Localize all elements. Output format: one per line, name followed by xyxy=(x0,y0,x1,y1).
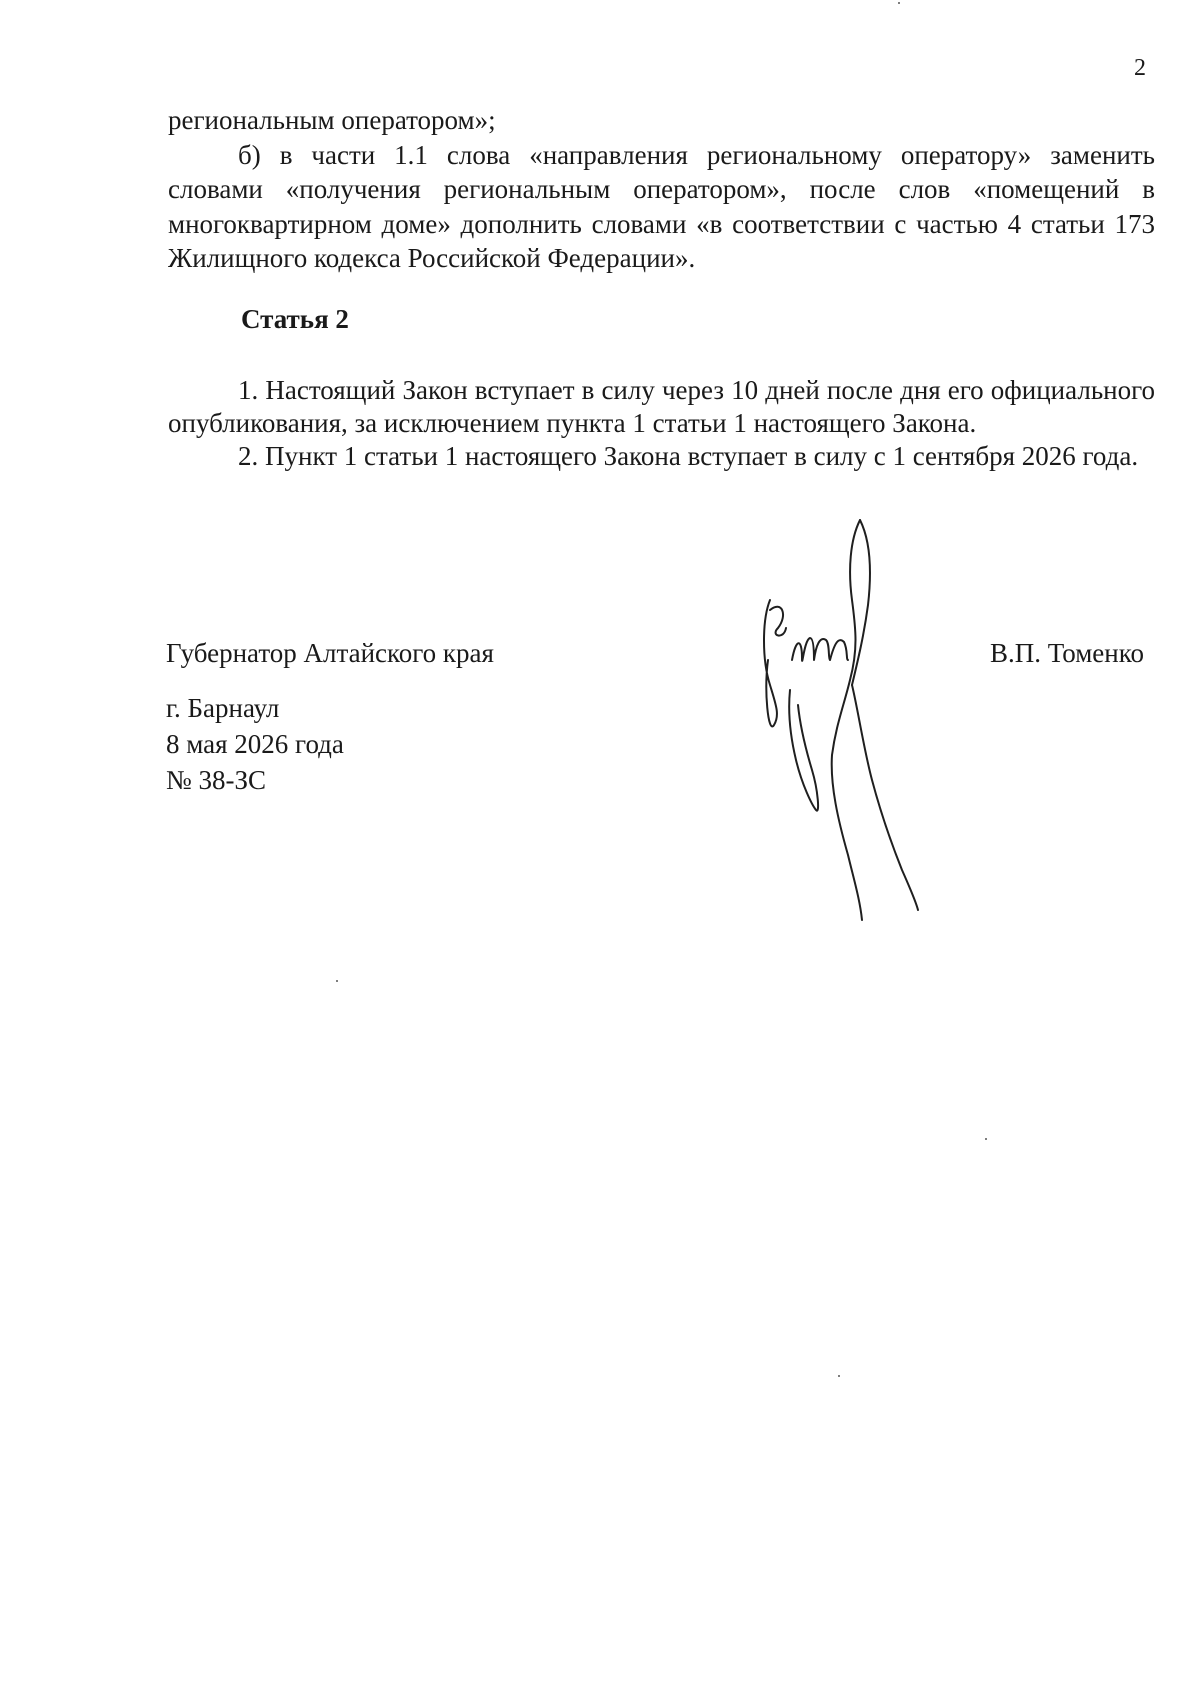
continuation-text xyxy=(168,103,1155,276)
signing-details xyxy=(166,690,344,798)
scan-speck xyxy=(985,1138,987,1140)
continuation-line: региональным оператором»; xyxy=(168,105,496,135)
law-number: № 38-ЗС xyxy=(166,765,267,795)
scan-speck xyxy=(336,980,338,982)
signatory-position: Губернатор Алтайского края xyxy=(166,638,494,668)
paragraph-b: б) в части 1.1 слова «направления региональному оператору» заменить словами «получения региональным оператором», после слов «помещений в многоквартирном доме» дополнить словами «в соответствии с частью 4 статьи 173 Жилищного кодекса Российской Федерации». xyxy=(168,139,1155,273)
scan-speck xyxy=(898,2,900,4)
signing-date: 8 мая 2026 года xyxy=(166,729,344,759)
scan-speck xyxy=(838,1375,840,1377)
page-number: 2 xyxy=(1134,55,1146,81)
handwritten-signature xyxy=(740,510,960,930)
article-item-1: 1. Настоящий Закон вступает в силу через 10 дней после дня его официального опубликования, за исключением пункта 1 статьи 1 настоящего Закона. xyxy=(168,375,1155,438)
article-item-2: 2. Пункт 1 статьи 1 настоящего Закона вступает в силу с 1 сентября 2026 года. xyxy=(238,441,1139,471)
signing-city: г. Барнаул xyxy=(166,693,280,723)
signatory-name: В.П. Томенко xyxy=(990,638,1144,668)
article-heading: Статья 2 xyxy=(241,304,349,334)
article-body xyxy=(168,374,1155,473)
